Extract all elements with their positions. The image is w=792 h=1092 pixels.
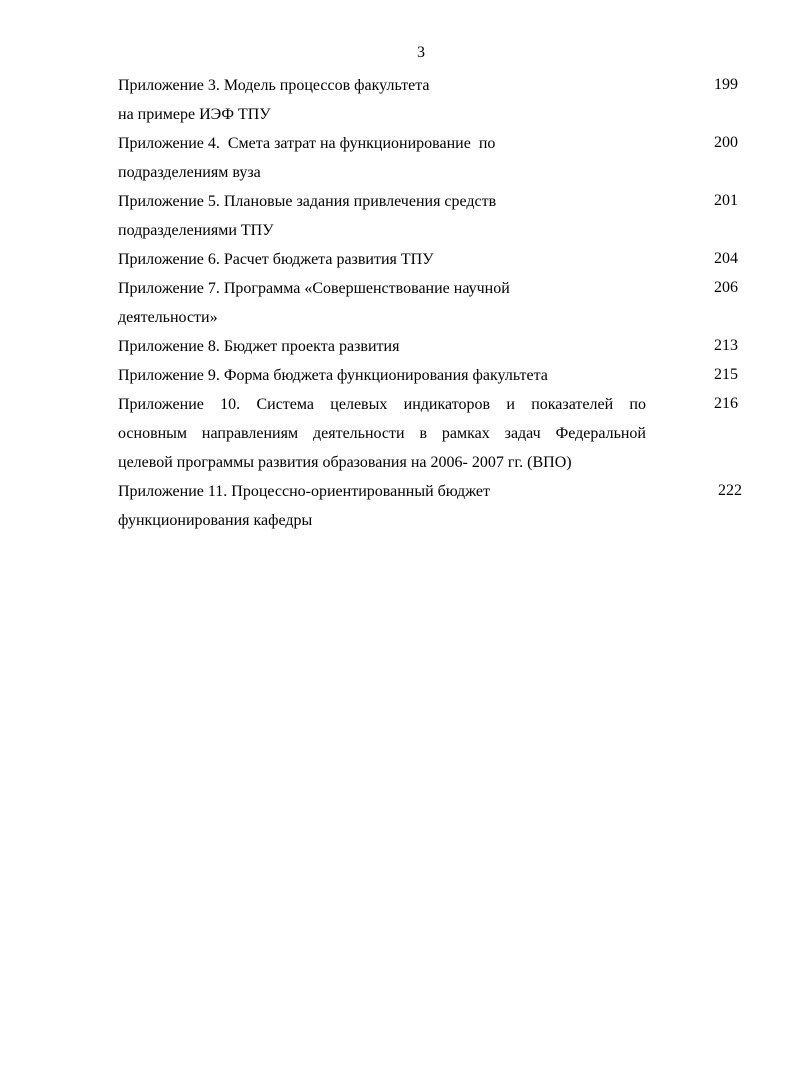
toc-entry-appendix-10 <box>118 390 748 477</box>
toc-entry-title <box>118 477 663 535</box>
toc-entry-title <box>118 71 663 129</box>
toc-entry-appendix-3 <box>118 71 748 129</box>
toc-entry-page: 204 <box>714 250 738 267</box>
toc-entry-title <box>118 129 663 187</box>
toc-entry-line: Приложение 11. Процессно-ориентированный бюджет <box>118 483 491 500</box>
toc-entry-page: 200 <box>714 134 738 151</box>
toc-entry-line: целевой программы развития образования на 2006- 2007 гг. (ВПО) <box>118 454 572 471</box>
toc-entry-page: 222 <box>718 482 742 499</box>
page-number: 3 <box>417 44 425 61</box>
toc-entry-line: Приложение 8. Бюджет проекта развития <box>118 338 400 355</box>
toc-entry-appendix-9 <box>118 361 748 390</box>
toc-entry-line: Приложение 9. Форма бюджета функционирования факультета <box>118 367 548 384</box>
toc-entry-line: основным направлениям деятельности в рамках задач Федеральной <box>118 425 646 442</box>
toc-entry-title <box>118 361 663 390</box>
toc-entry-line: Приложение 10. Система целевых индикаторов и показателей по <box>118 396 646 413</box>
toc-entry-line: функционирования кафедры <box>118 512 313 529</box>
toc-entry-line: Приложение 7. Программа «Совершенствование научной <box>118 280 510 297</box>
toc-entry-line: подразделениями ТПУ <box>118 222 274 239</box>
toc-entry-title <box>118 274 663 332</box>
toc-entry-appendix-7 <box>118 274 748 332</box>
toc-entry-line: на примере ИЭФ ТПУ <box>118 106 271 123</box>
toc-entry-appendix-11 <box>118 477 748 535</box>
toc-entry-line: Приложение 4. Смета затрат на функционирование по <box>118 135 496 152</box>
toc-entry-line: Приложение 3. Модель процессов факультета <box>118 77 430 94</box>
toc-entry-page: 213 <box>714 337 738 354</box>
toc-entry-title <box>118 187 663 245</box>
toc-entry-appendix-6 <box>118 245 748 274</box>
toc-entry-title <box>118 245 663 274</box>
toc-entry-line: Приложение 6. Расчет бюджета развития ТПУ <box>118 251 434 268</box>
toc-entry-page: 199 <box>714 76 738 93</box>
toc-entry-title <box>118 332 663 361</box>
toc-entry-page: 206 <box>714 279 738 296</box>
toc-entry-page: 216 <box>714 395 738 412</box>
toc-entry-appendix-8 <box>118 332 748 361</box>
toc-entry-appendix-5 <box>118 187 748 245</box>
toc-entry-page: 201 <box>714 192 738 209</box>
table-of-contents <box>118 71 748 535</box>
toc-entry-appendix-4 <box>118 129 748 187</box>
toc-entry-line: деятельности» <box>118 309 218 326</box>
toc-entry-page: 215 <box>714 366 738 383</box>
toc-entry-title <box>118 390 646 477</box>
toc-entry-line: подразделениям вуза <box>118 164 261 181</box>
toc-entry-line: Приложение 5. Плановые задания привлечения средств <box>118 193 497 210</box>
